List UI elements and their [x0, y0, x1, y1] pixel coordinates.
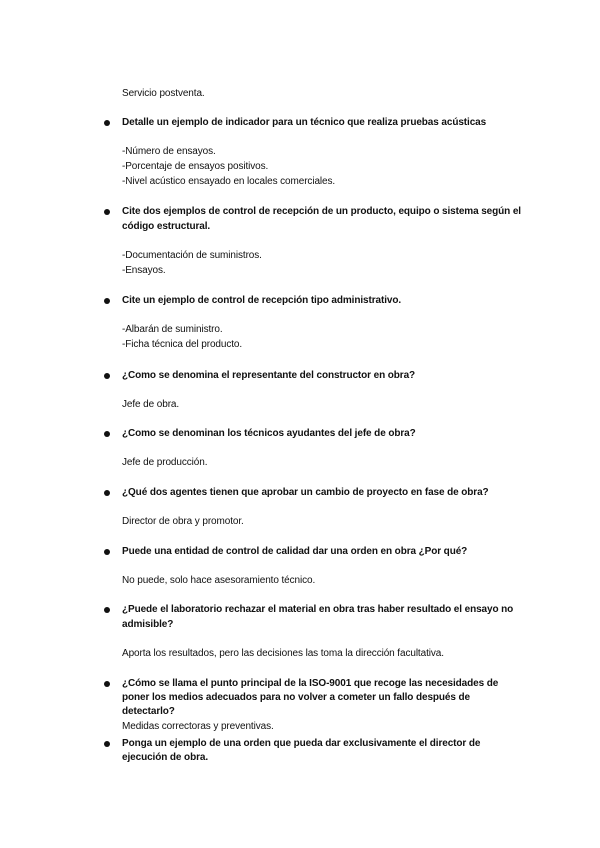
answer-1-line-3: -Nivel acústico ensayado en locales comerciales. — [122, 176, 336, 187]
question-7: Puede una entidad de control de calidad dar una orden en obra ¿Por qué? — [122, 546, 468, 557]
answer-1-line-1: -Número de ensayos. — [122, 146, 216, 157]
answer-2-line-1: -Documentación de suministros. — [122, 250, 262, 261]
question-8-line-1: ¿Puede el laboratorio rechazar el material en obra tras haber resultado el ensayo no — [122, 604, 514, 615]
bullet-icon — [104, 298, 110, 304]
question-9-line-1: ¿Cómo se llama el punto principal de la ISO-9001 que recoge las necesidades de — [122, 678, 499, 689]
question-10-line-1: Ponga un ejemplo de una orden que pueda dar exclusivamente el director de — [122, 738, 481, 749]
bullet-icon — [104, 490, 110, 496]
answer-9: Medidas correctoras y preventivas. — [122, 721, 274, 732]
answer-3-line-2: -Ficha técnica del producto. — [122, 339, 243, 350]
answer-8: Aporta los resultados, pero las decisiones las toma la dirección facultativa. — [122, 648, 444, 659]
answer-4: Jefe de obra. — [122, 399, 180, 410]
question-9-line-2: poner los medios adecuados para no volver a cometer un fallo después de — [122, 692, 471, 703]
intro-answer: Servicio postventa. — [122, 88, 205, 99]
bullet-icon — [104, 373, 110, 379]
question-1: Detalle un ejemplo de indicador para un técnico que realiza pruebas acústicas — [122, 117, 487, 128]
bullet-icon — [104, 549, 110, 555]
bullet-icon — [104, 431, 110, 437]
question-2-line-1: Cite dos ejemplos de control de recepción de un producto, equipo o sistema según el — [122, 206, 521, 217]
answer-7: No puede, solo hace asesoramiento técnico. — [122, 575, 316, 586]
bullet-icon — [104, 120, 110, 126]
question-9-line-3: detectarlo? — [122, 706, 175, 717]
question-5: ¿Como se denominan los técnicos ayudantes del jefe de obra? — [122, 428, 416, 439]
bullet-icon — [104, 607, 110, 613]
bullet-icon — [104, 209, 110, 215]
answer-5: Jefe de producción. — [122, 457, 208, 468]
answer-6: Director de obra y promotor. — [122, 516, 244, 527]
question-6: ¿Qué dos agentes tienen que aprobar un cambio de proyecto en fase de obra? — [122, 487, 489, 498]
question-8-line-2: admisible? — [122, 619, 174, 630]
question-10-line-2: ejecución de obra. — [122, 752, 209, 763]
question-2-line-2: código estructural. — [122, 221, 211, 232]
answer-2-line-2: -Ensayos. — [122, 265, 166, 276]
bullet-icon — [104, 681, 110, 687]
question-3: Cite un ejemplo de control de recepción tipo administrativo. — [122, 295, 402, 306]
question-4: ¿Como se denomina el representante del constructor en obra? — [122, 370, 416, 381]
answer-3-line-1: -Albarán de suministro. — [122, 324, 223, 335]
answer-1-line-2: -Porcentaje de ensayos positivos. — [122, 161, 269, 172]
bullet-icon — [104, 741, 110, 747]
